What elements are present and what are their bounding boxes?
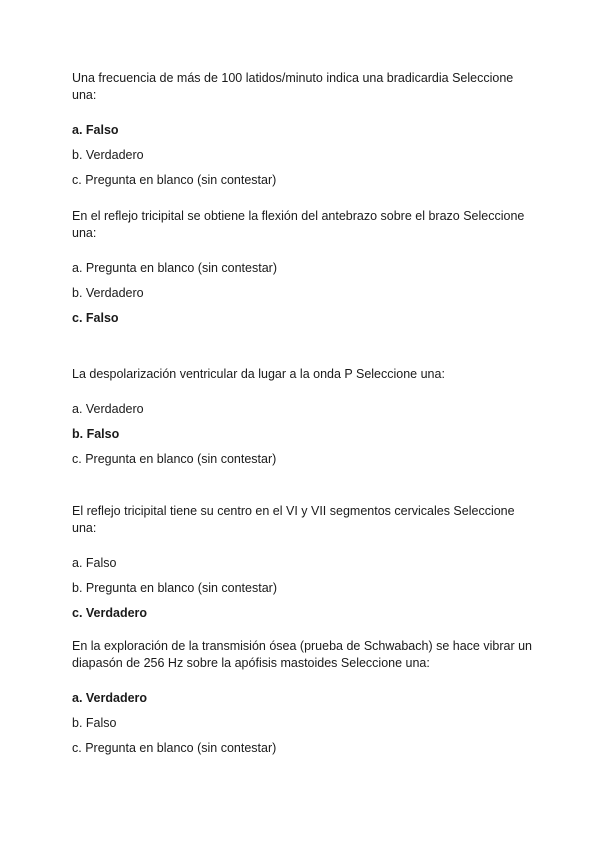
question-5: [72, 638, 532, 765]
question-text: El reflejo tricipital tiene su centro en el VI y VII segmentos cervicales Seleccione una:: [72, 504, 515, 535]
answer-option-b[interactable]: b. Verdadero: [72, 286, 144, 300]
answer-options: [72, 401, 532, 476]
answer-options: [72, 260, 532, 335]
question-text: En el reflejo tricipital se obtiene la flexión del antebrazo sobre el brazo Seleccione una:: [72, 209, 525, 240]
question-text: La despolarización ventricular da lugar a la onda P Seleccione una:: [72, 367, 445, 381]
answer-option-a[interactable]: a. Pregunta en blanco (sin contestar): [72, 261, 277, 275]
answer-option-c[interactable]: c. Pregunta en blanco (sin contestar): [72, 452, 277, 466]
question-text: En la exploración de la transmisión ósea (prueba de Schwabach) se hace vibrar un diapasón de 256 Hz sobre la apófisis mastoides Seleccione una:: [72, 639, 532, 670]
question-4: [72, 503, 532, 630]
answer-option-a[interactable]: a. Verdadero: [72, 402, 144, 416]
answer-options: [72, 690, 532, 765]
question-3: [72, 366, 532, 476]
question-1: [72, 70, 532, 197]
answer-option-c[interactable]: c. Falso: [72, 311, 119, 325]
answer-option-b[interactable]: b. Verdadero: [72, 148, 144, 162]
answer-option-c[interactable]: c. Verdadero: [72, 606, 148, 620]
question-2: [72, 208, 532, 335]
answer-options: [72, 555, 532, 630]
answer-option-a[interactable]: a. Falso: [72, 556, 117, 570]
answer-option-c[interactable]: c. Pregunta en blanco (sin contestar): [72, 741, 277, 755]
answer-option-b[interactable]: b. Falso: [72, 427, 120, 441]
answer-options: [72, 122, 532, 197]
answer-option-b[interactable]: b. Falso: [72, 716, 117, 730]
question-text: Una frecuencia de más de 100 latidos/minuto indica una bradicardia Seleccione una:: [72, 71, 514, 102]
answer-option-a[interactable]: a. Verdadero: [72, 691, 148, 705]
answer-option-b[interactable]: b. Pregunta en blanco (sin contestar): [72, 581, 277, 595]
answer-option-a[interactable]: a. Falso: [72, 123, 119, 137]
answer-option-c[interactable]: c. Pregunta en blanco (sin contestar): [72, 173, 277, 187]
